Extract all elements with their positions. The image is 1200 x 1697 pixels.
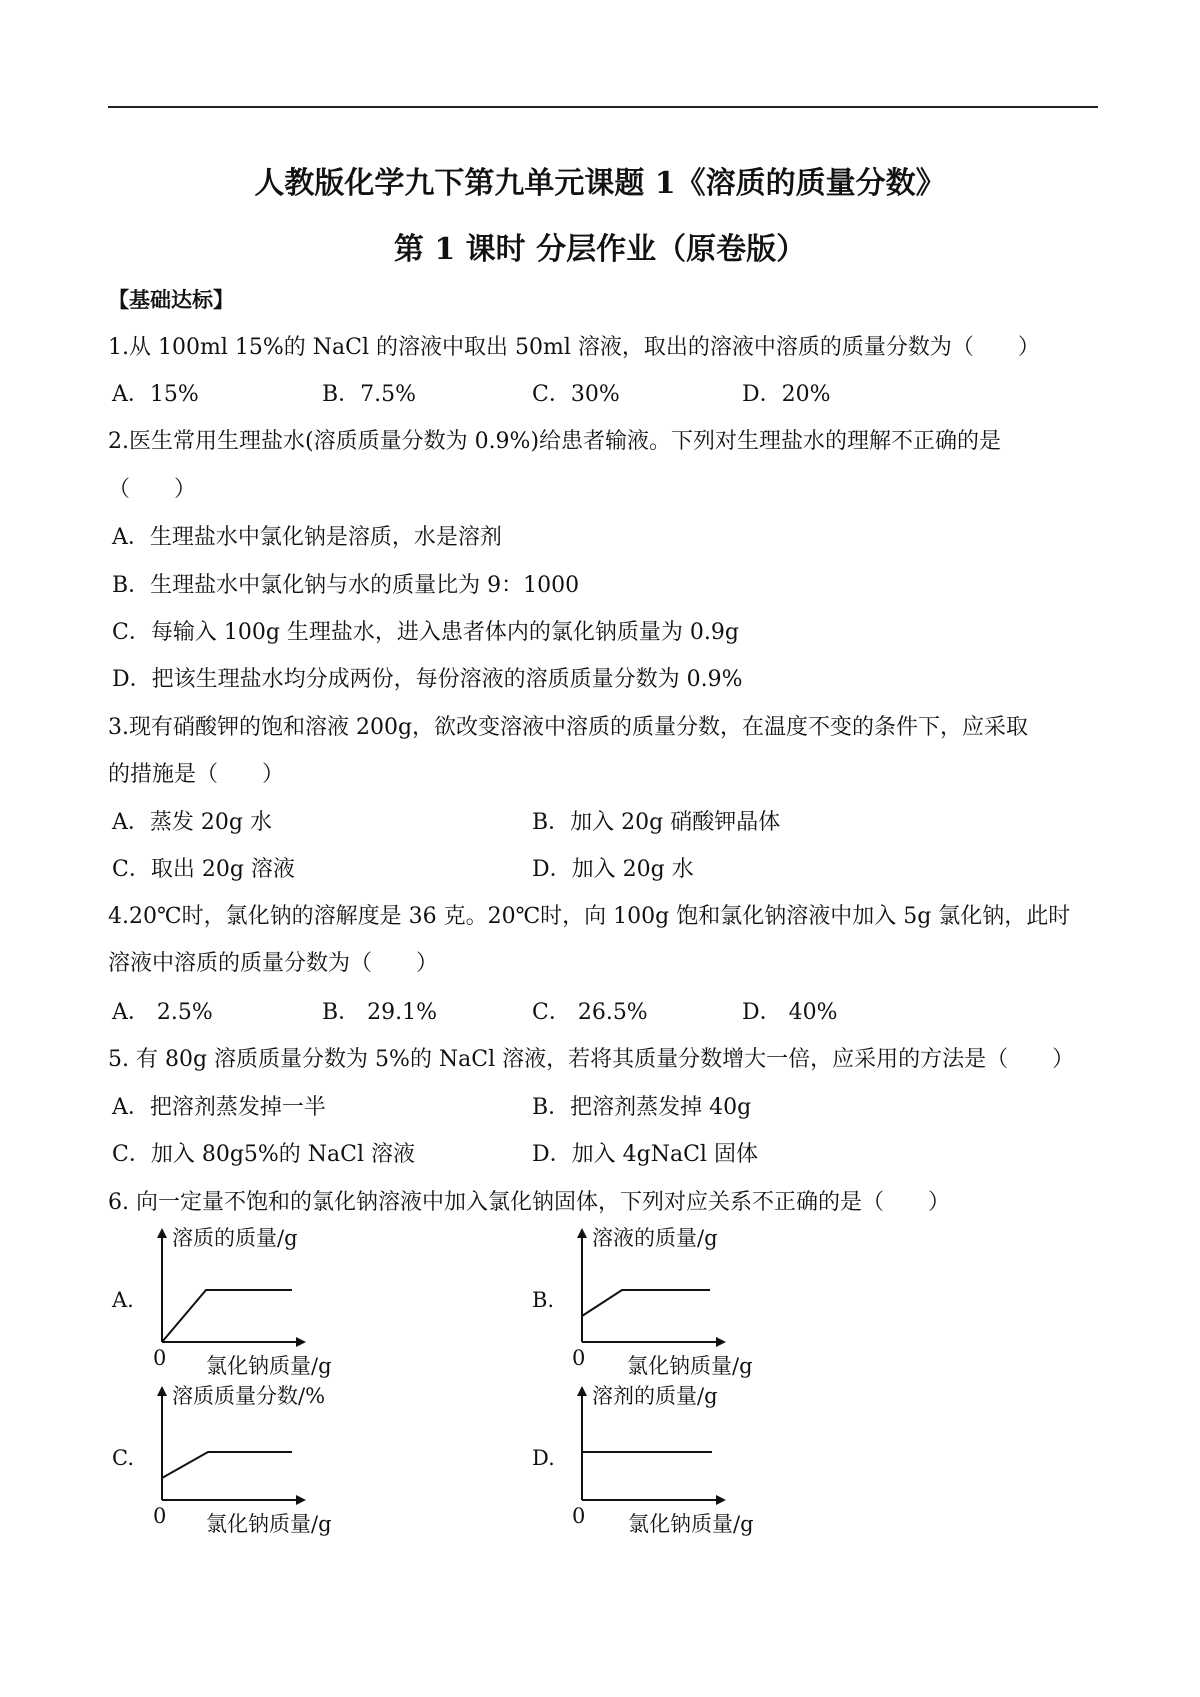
q6-graph-d-ylabel: 溶剂的质量/g <box>592 1384 718 1408</box>
graph-curve <box>162 1290 292 1342</box>
q5-option-b: B．把溶剂蒸发掉 40g <box>532 1095 752 1120</box>
q6-option-c-letter: C. <box>112 1446 134 1470</box>
y-axis-arrow <box>157 1228 167 1238</box>
q1-option-a: A．15% <box>112 382 199 407</box>
q6-graph-a-origin: 0 <box>153 1346 167 1370</box>
doc-title: 人教版化学九下第九单元课题 1《溶质的质量分数》 <box>254 166 946 201</box>
graph-curve <box>582 1290 710 1316</box>
x-axis-arrow <box>296 1495 306 1505</box>
q6-graph-c <box>150 1386 310 1506</box>
q6-graph-c-ylabel: 溶质质量分数/% <box>172 1384 326 1408</box>
q6-graph-c-xlabel: 氯化钠质量/g <box>206 1512 332 1536</box>
graph-curve <box>162 1452 292 1478</box>
y-axis-arrow <box>577 1386 587 1396</box>
q6-graph-d-origin: 0 <box>572 1504 586 1528</box>
q1-option-c: C．30% <box>532 382 620 407</box>
q2-stem: 2.医生常用生理盐水(溶质质量分数为 0.9%)给患者输液。下列对生理盐水的理解不正确的是 <box>108 429 1002 454</box>
q3-option-a: A．蒸发 20g 水 <box>112 810 272 835</box>
q5-option-c: C．加入 80g5%的 NaCl 溶液 <box>112 1142 416 1167</box>
q6-graph-c-origin: 0 <box>153 1504 167 1528</box>
q3-option-b: B．加入 20g 硝酸钾晶体 <box>532 810 781 835</box>
q6-graph-b-xlabel: 氯化钠质量/g <box>627 1354 753 1378</box>
q3-stem-cont: 的措施是（ ） <box>108 762 285 787</box>
q2-stem-cont: （ ） <box>108 477 197 502</box>
x-axis-arrow <box>716 1495 726 1505</box>
q1-option-b: B．7.5% <box>322 382 417 407</box>
q6-option-a-letter: A. <box>112 1288 134 1312</box>
q4-option-a: A． 2.5% <box>112 1000 213 1025</box>
q6-graph-d <box>570 1386 730 1506</box>
q6-option-b-letter: B. <box>532 1288 555 1312</box>
header-rule <box>108 106 1098 108</box>
x-axis-arrow <box>296 1337 306 1347</box>
q5-option-d: D．加入 4gNaCl 固体 <box>532 1142 758 1167</box>
q1-stem: 1.从 100ml 15%的 NaCl 的溶液中取出 50ml 溶液，取出的溶液中溶质的质量分数为（ ） <box>108 335 1040 360</box>
q4-stem: 4.20℃时，氯化钠的溶解度是 36 克。20℃时，向 100g 饱和氯化钠溶液中加入 5g 氯化钠，此时 <box>108 904 1071 929</box>
q5-stem: 5. 有 80g 溶质质量分数为 5%的 NaCl 溶液，若将其质量分数增大一倍，应采用的方法是（ ） <box>108 1047 1075 1072</box>
q2-option-c: C．每输入 100g 生理盐水，进入患者体内的氯化钠质量为 0.9g <box>112 620 739 645</box>
q5-option-a: A．把溶剂蒸发掉一半 <box>112 1095 326 1120</box>
q4-option-d: D． 40% <box>742 1000 838 1025</box>
q6-stem: 6. 向一定量不饱和的氯化钠溶液中加入氯化钠固体，下列对应关系不正确的是（ ） <box>108 1190 950 1215</box>
q6-graph-b-ylabel: 溶液的质量/g <box>592 1226 718 1250</box>
q6-graph-b-origin: 0 <box>572 1346 586 1370</box>
q6-graph-a-ylabel: 溶质的质量/g <box>172 1226 298 1250</box>
y-axis-arrow <box>577 1228 587 1238</box>
q2-option-a: A．生理盐水中氯化钠是溶质，水是溶剂 <box>112 525 502 550</box>
q6-graph-a-xlabel: 氯化钠质量/g <box>206 1354 332 1378</box>
q4-stem-cont: 溶液中溶质的质量分数为（ ） <box>108 951 439 976</box>
q2-option-b: B．生理盐水中氯化钠与水的质量比为 9：1000 <box>112 573 580 598</box>
q6-graph-d-xlabel: 氯化钠质量/g <box>628 1512 754 1536</box>
q6-graph-a <box>150 1228 310 1348</box>
q6-option-d-letter: D. <box>532 1446 555 1470</box>
q3-option-c: C．取出 20g 溶液 <box>112 857 295 882</box>
x-axis-arrow <box>716 1337 726 1347</box>
q6-graph-b <box>570 1228 730 1348</box>
q3-option-d: D．加入 20g 水 <box>532 857 694 882</box>
q2-option-d: D．把该生理盐水均分成两份，每份溶液的溶质质量分数为 0.9% <box>112 667 743 692</box>
q3-stem: 3.现有硝酸钾的饱和溶液 200g，欲改变溶液中溶质的质量分数，在温度不变的条件下，应采取 <box>108 715 1029 740</box>
q4-option-c: C． 26.5% <box>532 1000 648 1025</box>
section-heading: 【基础达标】 <box>108 287 234 312</box>
q1-option-d: D．20% <box>742 382 831 407</box>
doc-subtitle: 第 1 课时 分层作业（原卷版） <box>393 232 807 267</box>
y-axis-arrow <box>157 1386 167 1396</box>
q4-option-b: B． 29.1% <box>322 1000 438 1025</box>
